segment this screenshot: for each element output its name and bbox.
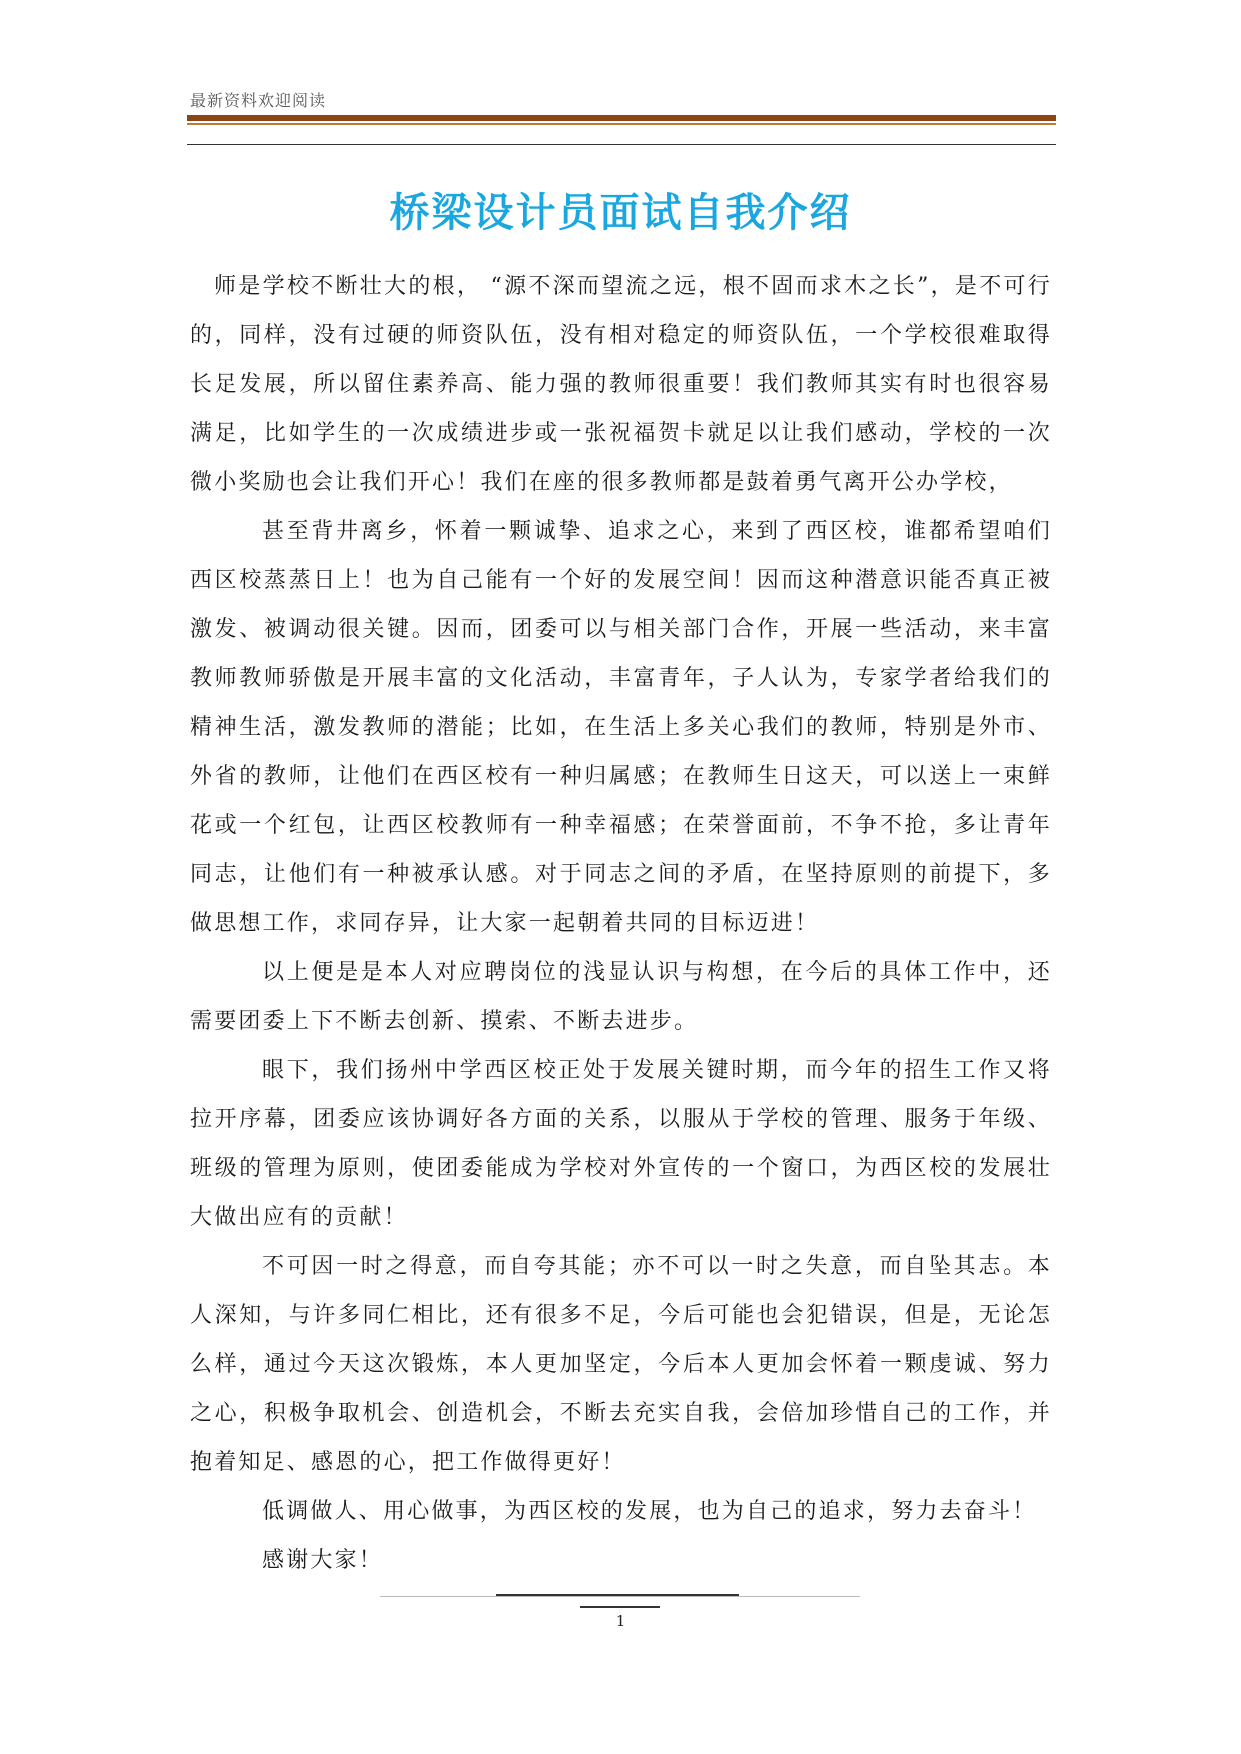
footer-rule-short	[580, 1606, 660, 1608]
document-body	[190, 262, 1052, 1585]
paragraph-4: 眼下，我们扬州中学西区校正处于发展关键时期，而今年的招生工作又将拉开序幕，团委应该协调好各方面的关系，以服从于学校的管理、服务于年级、班级的管理为原则，使团委能成为学校对外宣传的一个窗口，为西区校的发展壮大做出应有的贡献！	[190, 1058, 1052, 1230]
header-rule-thick	[187, 115, 1056, 121]
footer-rule-dark	[496, 1594, 739, 1596]
paragraph-1: 师是学校不断壮大的根， “源不深而望流之远，根不固而求木之长”，是不可行的，同样，没有过硬的师资队伍，没有相对稳定的师资队伍，一个学校很难取得长足发展，所以留住素养高、能力强的教师很重要！我们教师其实有时也很容易满足，比如学生的一次成绩进步或一张祝福贺卡就足以让我们感动，学校的一次微小奖励也会让我们开心！我们在座的很多教师都是鼓着勇气离开公办学校，	[190, 274, 1052, 495]
paragraph-6: 低调做人、用心做事，为西区校的发展，也为自己的追求，努力去奋斗！	[262, 1499, 1037, 1524]
paragraph-5: 不可因一时之得意，而自夸其能；亦不可以一时之失意，而自坠其志。本人深知，与许多同仁相比，还有很多不足，今后可能也会犯错误，但是，无论怎么样，通过今天这次锻炼，本人更加坚定，今后本人更加会怀着一颗虔诚、努力之心，积极争取机会、创造机会，不断去充实自我，会倍加珍惜自己的工作，并抱着知足、感恩的心，把工作做得更好！	[190, 1254, 1052, 1475]
paragraph-7: 感谢大家！	[262, 1548, 384, 1573]
paragraph-3: 以上便是是本人对应聘岗位的浅显认识与构想，在今后的具体工作中，还需要团委上下不断去创新、摸索、不断去进步。	[190, 960, 1052, 1034]
header-rule-accent	[187, 123, 1056, 125]
footer-rule-light	[380, 1596, 860, 1597]
header-rule-thin	[187, 144, 1056, 145]
page-number: 1	[615, 1612, 626, 1630]
header-caption: 最新资料欢迎阅读	[190, 91, 327, 110]
document-title: 桥梁设计员面试自我介绍	[389, 189, 852, 236]
paragraph-2: 甚至背井离乡，怀着一颗诚挚、追求之心，来到了西区校，谁都希望咱们西区校蒸蒸日上！也为自己能有一个好的发展空间！因而这种潜意识能否真正被激发、被调动很关键。因而，团委可以与相关部门合作，开展一些活动，来丰富教师教师骄傲是开展丰富的文化活动，丰富青年，子人认为，专家学者给我们的精神生活，激发教师的潜能；比如，在生活上多关心我们的教师，特别是外市、外省的教师，让他们在西区校有一种归属感；在教师生日这天，可以送上一束鲜花或一个红包，让西区校教师有一种幸福感；在荣誉面前，不争不抢，多让青年同志，让他们有一种被承认感。对于同志之间的矛盾，在坚持原则的前提下，多做思想工作，求同存异，让大家一起朝着共同的目标迈进！	[190, 519, 1052, 936]
